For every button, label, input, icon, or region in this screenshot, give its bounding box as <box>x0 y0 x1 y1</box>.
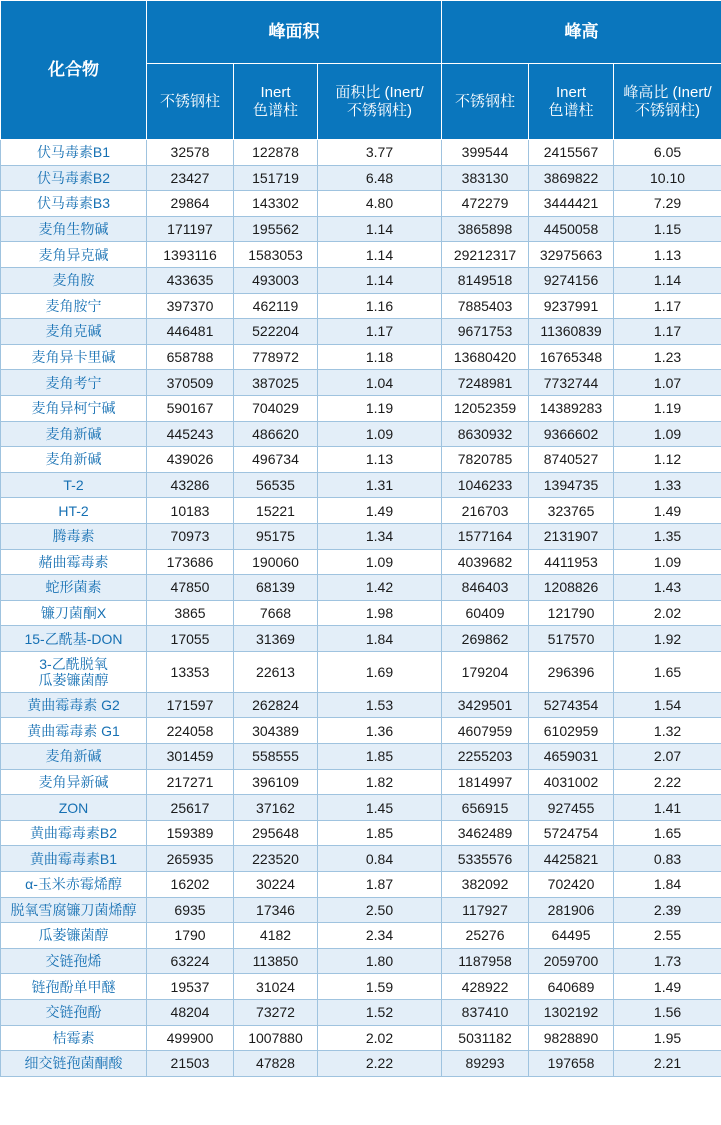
table-row <box>1 498 721 524</box>
area-ratio-cell: 1.14 <box>318 267 442 293</box>
area-inert-cell: 143302 <box>234 191 318 217</box>
height-inert-cell: 3869822 <box>529 165 614 191</box>
area-stainless-cell: 590167 <box>147 395 234 421</box>
area-inert-cell: 387025 <box>234 370 318 396</box>
table-row <box>1 626 721 652</box>
area-stainless-cell: 370509 <box>147 370 234 396</box>
height-inert-cell: 4031002 <box>529 769 614 795</box>
compound-cell: 腾毒素 <box>1 523 147 549</box>
compound-cell: 麦角异柯宁碱 <box>1 395 147 421</box>
table-row <box>1 165 721 191</box>
area-inert-cell: 56535 <box>234 472 318 498</box>
height-stainless-cell: 1577164 <box>442 523 529 549</box>
table-row <box>1 769 721 795</box>
area-ratio-cell: 4.80 <box>318 191 442 217</box>
area-ratio-cell: 0.84 <box>318 846 442 872</box>
height-inert-cell: 16765348 <box>529 344 614 370</box>
height-ratio-cell: 1.23 <box>614 344 721 370</box>
height-stainless-cell: 216703 <box>442 498 529 524</box>
height-inert-cell: 7732744 <box>529 370 614 396</box>
compound-cell: T-2 <box>1 472 147 498</box>
area-ratio-cell: 1.17 <box>318 319 442 345</box>
table-row <box>1 472 721 498</box>
area-ratio-cell: 2.50 <box>318 897 442 923</box>
area-stainless-cell: 265935 <box>147 846 234 872</box>
area-inert-cell: 295648 <box>234 820 318 846</box>
height-ratio-cell: 2.21 <box>614 1051 721 1077</box>
height-ratio-cell: 1.65 <box>614 820 721 846</box>
area-ratio-cell: 1.80 <box>318 948 442 974</box>
table-row <box>1 344 721 370</box>
area-stainless-cell: 16202 <box>147 872 234 898</box>
height-inert-cell: 8740527 <box>529 447 614 473</box>
area-inert-cell: 68139 <box>234 575 318 601</box>
area-inert-cell: 151719 <box>234 165 318 191</box>
compound-cell: 交链孢烯 <box>1 948 147 974</box>
area-ratio-header: 面积比 (Inert/ 不锈钢柱) <box>318 64 442 140</box>
compound-cell: 麦角新碱 <box>1 744 147 770</box>
area-stainless-cell: 433635 <box>147 267 234 293</box>
area-stainless-cell: 173686 <box>147 549 234 575</box>
area-ratio-cell: 2.02 <box>318 1025 442 1051</box>
table-row <box>1 1051 721 1077</box>
table-row <box>1 1000 721 1026</box>
area-ratio-cell: 1.87 <box>318 872 442 898</box>
height-stainless-cell: 12052359 <box>442 395 529 421</box>
area-ratio-cell: 1.14 <box>318 216 442 242</box>
table-row <box>1 600 721 626</box>
height-inert-cell: 323765 <box>529 498 614 524</box>
height-ratio-cell: 1.09 <box>614 549 721 575</box>
area-stainless-cell: 32578 <box>147 140 234 166</box>
height-inert-cell: 1302192 <box>529 1000 614 1026</box>
area-ratio-cell: 1.09 <box>318 421 442 447</box>
height-ratio-cell: 10.10 <box>614 165 721 191</box>
area-stainless-cell: 21503 <box>147 1051 234 1077</box>
area-inert-cell: 113850 <box>234 948 318 974</box>
compound-cell: 赭曲霉毒素 <box>1 549 147 575</box>
area-stainless-cell: 70973 <box>147 523 234 549</box>
compound-cell: 黄曲霉毒素B2 <box>1 820 147 846</box>
height-inert-cell: 4659031 <box>529 744 614 770</box>
height-inert-cell: 1394735 <box>529 472 614 498</box>
area-ratio-cell: 1.53 <box>318 692 442 718</box>
compound-cell: 伏马毒素B1 <box>1 140 147 166</box>
height-stainless-cell: 656915 <box>442 795 529 821</box>
height-inert-cell: 4411953 <box>529 549 614 575</box>
height-ratio-cell: 1.56 <box>614 1000 721 1026</box>
height-inert-cell: 11360839 <box>529 319 614 345</box>
compound-cell: 黄曲霉毒素 G1 <box>1 718 147 744</box>
table-row <box>1 744 721 770</box>
table-row <box>1 191 721 217</box>
area-stainless-cell: 301459 <box>147 744 234 770</box>
area-ratio-cell: 2.22 <box>318 1051 442 1077</box>
compound-cell: 伏马毒素B2 <box>1 165 147 191</box>
compound-cell: 3-乙酰脱氧 瓜萎镰菌醇 <box>1 651 147 692</box>
compound-cell: 黄曲霉毒素B1 <box>1 846 147 872</box>
height-stainless-cell: 5335576 <box>442 846 529 872</box>
area-stainless-cell: 171597 <box>147 692 234 718</box>
table-row <box>1 846 721 872</box>
area-ratio-cell: 2.34 <box>318 923 442 949</box>
area-inert-cell: 1583053 <box>234 242 318 268</box>
table-row <box>1 897 721 923</box>
area-stainless-cell: 47850 <box>147 575 234 601</box>
area-inert-cell: 47828 <box>234 1051 318 1077</box>
area-stainless-cell: 1393116 <box>147 242 234 268</box>
height-ratio-cell: 1.43 <box>614 575 721 601</box>
height-stainless-cell: 269862 <box>442 626 529 652</box>
height-inert-cell: 702420 <box>529 872 614 898</box>
compound-header: 化合物 <box>1 1 147 140</box>
height-inert-cell: 3444421 <box>529 191 614 217</box>
area-ratio-cell: 1.85 <box>318 820 442 846</box>
area-ratio-cell: 1.16 <box>318 293 442 319</box>
height-inert-cell: 296396 <box>529 651 614 692</box>
height-inert-cell: 197658 <box>529 1051 614 1077</box>
compound-cell: 镰刀菌酮X <box>1 600 147 626</box>
compound-cell: 麦角胺宁 <box>1 293 147 319</box>
height-ratio-cell: 1.07 <box>614 370 721 396</box>
area-inert-cell: 190060 <box>234 549 318 575</box>
area-ratio-cell: 1.18 <box>318 344 442 370</box>
compound-cell: 麦角新碱 <box>1 447 147 473</box>
area-ratio-cell: 1.45 <box>318 795 442 821</box>
height-stainless-cell: 4039682 <box>442 549 529 575</box>
height-ratio-cell: 1.65 <box>614 651 721 692</box>
area-stainless-cell: 48204 <box>147 1000 234 1026</box>
area-stainless-cell: 439026 <box>147 447 234 473</box>
height-stainless-cell: 3429501 <box>442 692 529 718</box>
area-inert-cell: 30224 <box>234 872 318 898</box>
area-inert-cell: 31024 <box>234 974 318 1000</box>
area-inert-cell: 522204 <box>234 319 318 345</box>
table-row <box>1 948 721 974</box>
area-inert-cell: 4182 <box>234 923 318 949</box>
area-inert-cell: 22613 <box>234 651 318 692</box>
peak-height-header: 峰高 <box>442 1 721 64</box>
table-row <box>1 575 721 601</box>
height-inert-cell: 9237991 <box>529 293 614 319</box>
compound-cell: 15-乙酰基-DON <box>1 626 147 652</box>
height-stainless-cell: 29212317 <box>442 242 529 268</box>
area-ratio-cell: 1.42 <box>318 575 442 601</box>
height-stainless-cell: 25276 <box>442 923 529 949</box>
table-row <box>1 872 721 898</box>
table-header <box>1 1 721 140</box>
height-ratio-cell: 0.83 <box>614 846 721 872</box>
area-inert-cell: 15221 <box>234 498 318 524</box>
height-inert-cell: 6102959 <box>529 718 614 744</box>
area-inert-cell: 122878 <box>234 140 318 166</box>
area-inert-cell: 486620 <box>234 421 318 447</box>
height-inert-cell: 32975663 <box>529 242 614 268</box>
area-inert-cell: 73272 <box>234 1000 318 1026</box>
height-inert-cell: 517570 <box>529 626 614 652</box>
height-ratio-cell: 1.12 <box>614 447 721 473</box>
height-stainless-cell: 1187958 <box>442 948 529 974</box>
table-row <box>1 549 721 575</box>
height-stainless-cell: 8630932 <box>442 421 529 447</box>
table-row <box>1 974 721 1000</box>
compound-cell: 链孢酚单甲醚 <box>1 974 147 1000</box>
height-ratio-cell: 1.17 <box>614 293 721 319</box>
height-ratio-cell: 1.33 <box>614 472 721 498</box>
table-row <box>1 820 721 846</box>
area-stainless-header: 不锈钢柱 <box>147 64 234 140</box>
height-ratio-cell: 1.13 <box>614 242 721 268</box>
height-inert-cell: 927455 <box>529 795 614 821</box>
area-stainless-cell: 43286 <box>147 472 234 498</box>
height-inert-cell: 5274354 <box>529 692 614 718</box>
height-ratio-cell: 1.95 <box>614 1025 721 1051</box>
height-ratio-cell: 2.02 <box>614 600 721 626</box>
area-inert-cell: 223520 <box>234 846 318 872</box>
table-row <box>1 923 721 949</box>
area-ratio-cell: 1.59 <box>318 974 442 1000</box>
table-row <box>1 140 721 166</box>
height-ratio-cell: 1.17 <box>614 319 721 345</box>
height-ratio-cell: 2.55 <box>614 923 721 949</box>
height-ratio-cell: 2.39 <box>614 897 721 923</box>
area-inert-cell: 17346 <box>234 897 318 923</box>
height-stainless-cell: 13680420 <box>442 344 529 370</box>
height-stainless-cell: 4607959 <box>442 718 529 744</box>
height-inert-cell: 9274156 <box>529 267 614 293</box>
height-stainless-cell: 1046233 <box>442 472 529 498</box>
height-stainless-cell: 2255203 <box>442 744 529 770</box>
area-stainless-cell: 63224 <box>147 948 234 974</box>
height-inert-cell: 2059700 <box>529 948 614 974</box>
area-stainless-cell: 25617 <box>147 795 234 821</box>
height-ratio-cell: 7.29 <box>614 191 721 217</box>
compound-cell: α-玉米赤霉烯醇 <box>1 872 147 898</box>
height-inert-cell: 1208826 <box>529 575 614 601</box>
height-inert-cell: 121790 <box>529 600 614 626</box>
height-stainless-cell: 60409 <box>442 600 529 626</box>
height-inert-cell: 2131907 <box>529 523 614 549</box>
area-ratio-cell: 1.14 <box>318 242 442 268</box>
area-inert-cell: 95175 <box>234 523 318 549</box>
height-inert-cell: 2415567 <box>529 140 614 166</box>
area-ratio-cell: 1.82 <box>318 769 442 795</box>
area-ratio-cell: 1.34 <box>318 523 442 549</box>
area-stainless-cell: 658788 <box>147 344 234 370</box>
area-inert-cell: 195562 <box>234 216 318 242</box>
area-ratio-cell: 1.85 <box>318 744 442 770</box>
area-stainless-cell: 499900 <box>147 1025 234 1051</box>
area-ratio-cell: 1.19 <box>318 395 442 421</box>
table-row <box>1 319 721 345</box>
area-stainless-cell: 224058 <box>147 718 234 744</box>
compound-cell: 麦角新碱 <box>1 421 147 447</box>
height-ratio-cell: 1.49 <box>614 498 721 524</box>
area-stainless-cell: 10183 <box>147 498 234 524</box>
table-row <box>1 293 721 319</box>
area-ratio-cell: 1.52 <box>318 1000 442 1026</box>
height-ratio-cell: 1.15 <box>614 216 721 242</box>
height-ratio-cell: 2.22 <box>614 769 721 795</box>
area-inert-cell: 37162 <box>234 795 318 821</box>
area-stainless-cell: 29864 <box>147 191 234 217</box>
area-inert-cell: 396109 <box>234 769 318 795</box>
area-inert-cell: 7668 <box>234 600 318 626</box>
area-stainless-cell: 445243 <box>147 421 234 447</box>
area-stainless-cell: 446481 <box>147 319 234 345</box>
height-stainless-cell: 399544 <box>442 140 529 166</box>
height-inert-cell: 4450058 <box>529 216 614 242</box>
area-ratio-cell: 6.48 <box>318 165 442 191</box>
height-inert-cell: 640689 <box>529 974 614 1000</box>
table-row <box>1 692 721 718</box>
height-ratio-cell: 6.05 <box>614 140 721 166</box>
compound-cell: 麦角生物碱 <box>1 216 147 242</box>
compound-cell: 细交链孢菌酮酸 <box>1 1051 147 1077</box>
height-inert-cell: 14389283 <box>529 395 614 421</box>
area-inert-cell: 496734 <box>234 447 318 473</box>
area-ratio-cell: 1.31 <box>318 472 442 498</box>
area-ratio-cell: 1.84 <box>318 626 442 652</box>
height-stainless-cell: 7248981 <box>442 370 529 396</box>
height-ratio-cell: 1.14 <box>614 267 721 293</box>
height-ratio-cell: 2.07 <box>614 744 721 770</box>
height-inert-cell: 9366602 <box>529 421 614 447</box>
area-inert-cell: 704029 <box>234 395 318 421</box>
area-ratio-cell: 3.77 <box>318 140 442 166</box>
table-row <box>1 216 721 242</box>
height-ratio-cell: 1.32 <box>614 718 721 744</box>
compound-cell: 脱氧雪腐镰刀菌烯醇 <box>1 897 147 923</box>
compound-cell: 麦角异克碱 <box>1 242 147 268</box>
area-ratio-cell: 1.98 <box>318 600 442 626</box>
area-stainless-cell: 6935 <box>147 897 234 923</box>
height-stainless-cell: 383130 <box>442 165 529 191</box>
compound-cell: ZON <box>1 795 147 821</box>
height-stainless-cell: 7885403 <box>442 293 529 319</box>
table-body <box>1 140 721 1077</box>
area-inert-cell: 31369 <box>234 626 318 652</box>
height-ratio-cell: 1.92 <box>614 626 721 652</box>
table-row <box>1 1025 721 1051</box>
height-ratio-cell: 1.84 <box>614 872 721 898</box>
height-stainless-cell: 89293 <box>442 1051 529 1077</box>
compound-cell: 瓜萎镰菌醇 <box>1 923 147 949</box>
height-stainless-cell: 382092 <box>442 872 529 898</box>
compound-cell: 黄曲霉毒素 G2 <box>1 692 147 718</box>
compound-cell: 交链孢酚 <box>1 1000 147 1026</box>
compound-cell: 麦角胺 <box>1 267 147 293</box>
area-stainless-cell: 13353 <box>147 651 234 692</box>
area-stainless-cell: 17055 <box>147 626 234 652</box>
area-ratio-cell: 1.69 <box>318 651 442 692</box>
height-stainless-cell: 117927 <box>442 897 529 923</box>
area-inert-cell: 493003 <box>234 267 318 293</box>
table-row <box>1 267 721 293</box>
area-stainless-cell: 397370 <box>147 293 234 319</box>
area-stainless-cell: 3865 <box>147 600 234 626</box>
height-stainless-cell: 428922 <box>442 974 529 1000</box>
height-stainless-cell: 9671753 <box>442 319 529 345</box>
area-stainless-cell: 19537 <box>147 974 234 1000</box>
height-stainless-cell: 1814997 <box>442 769 529 795</box>
table-row <box>1 718 721 744</box>
area-inert-cell: 462119 <box>234 293 318 319</box>
area-stainless-cell: 171197 <box>147 216 234 242</box>
height-stainless-cell: 7820785 <box>442 447 529 473</box>
area-inert-header: Inert 色谱柱 <box>234 64 318 140</box>
table-row <box>1 651 721 692</box>
height-inert-cell: 281906 <box>529 897 614 923</box>
height-stainless-cell: 3462489 <box>442 820 529 846</box>
height-stainless-cell: 179204 <box>442 651 529 692</box>
table-row <box>1 370 721 396</box>
height-stainless-header: 不锈钢柱 <box>442 64 529 140</box>
height-inert-cell: 64495 <box>529 923 614 949</box>
height-stainless-cell: 3865898 <box>442 216 529 242</box>
area-stainless-cell: 23427 <box>147 165 234 191</box>
table-row <box>1 421 721 447</box>
area-ratio-cell: 1.36 <box>318 718 442 744</box>
compound-cell: 麦角异卡里碱 <box>1 344 147 370</box>
compound-cell: 麦角考宁 <box>1 370 147 396</box>
height-stainless-cell: 5031182 <box>442 1025 529 1051</box>
height-ratio-cell: 1.09 <box>614 421 721 447</box>
height-inert-cell: 4425821 <box>529 846 614 872</box>
area-inert-cell: 262824 <box>234 692 318 718</box>
height-stainless-cell: 846403 <box>442 575 529 601</box>
height-ratio-header: 峰高比 (Inert/ 不锈钢柱) <box>614 64 721 140</box>
area-ratio-cell: 1.09 <box>318 549 442 575</box>
height-ratio-cell: 1.41 <box>614 795 721 821</box>
area-ratio-cell: 1.49 <box>318 498 442 524</box>
area-stainless-cell: 159389 <box>147 820 234 846</box>
area-stainless-cell: 1790 <box>147 923 234 949</box>
area-ratio-cell: 1.13 <box>318 447 442 473</box>
height-inert-cell: 5724754 <box>529 820 614 846</box>
compound-cell: 伏马毒素B3 <box>1 191 147 217</box>
height-ratio-cell: 1.73 <box>614 948 721 974</box>
height-ratio-cell: 1.49 <box>614 974 721 1000</box>
height-inert-cell: 9828890 <box>529 1025 614 1051</box>
table-row <box>1 795 721 821</box>
area-inert-cell: 778972 <box>234 344 318 370</box>
height-ratio-cell: 1.19 <box>614 395 721 421</box>
compound-cell: 蛇形菌素 <box>1 575 147 601</box>
height-stainless-cell: 472279 <box>442 191 529 217</box>
peak-area-header: 峰面积 <box>147 1 442 64</box>
compound-cell: 麦角异新碱 <box>1 769 147 795</box>
compound-cell: 桔霉素 <box>1 1025 147 1051</box>
area-stainless-cell: 217271 <box>147 769 234 795</box>
height-stainless-cell: 8149518 <box>442 267 529 293</box>
table-row <box>1 447 721 473</box>
table-row <box>1 523 721 549</box>
table-row <box>1 242 721 268</box>
height-ratio-cell: 1.35 <box>614 523 721 549</box>
area-inert-cell: 1007880 <box>234 1025 318 1051</box>
area-inert-cell: 304389 <box>234 718 318 744</box>
height-ratio-cell: 1.54 <box>614 692 721 718</box>
table-row <box>1 395 721 421</box>
area-inert-cell: 558555 <box>234 744 318 770</box>
area-ratio-cell: 1.04 <box>318 370 442 396</box>
height-inert-header: Inert 色谱柱 <box>529 64 614 140</box>
compound-cell: 麦角克碱 <box>1 319 147 345</box>
compound-cell: HT-2 <box>1 498 147 524</box>
height-stainless-cell: 837410 <box>442 1000 529 1026</box>
